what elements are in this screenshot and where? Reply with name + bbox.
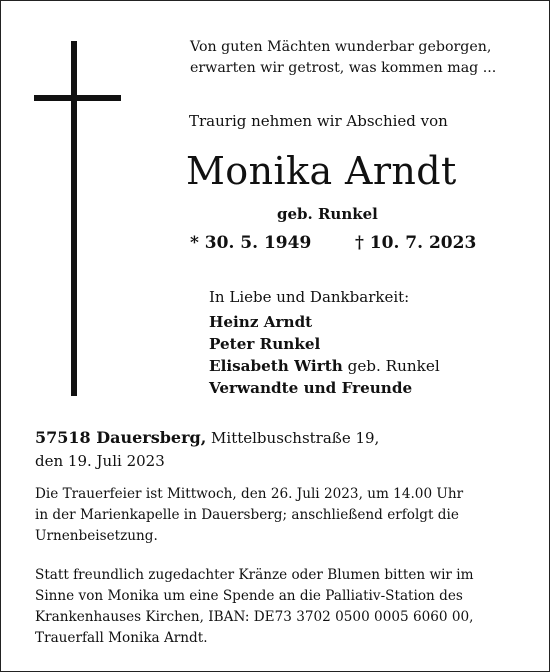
mourner — [209, 377, 440, 399]
funeral-line: in der Marienkapelle in Dauersberg; anschließend erfolgt die — [35, 507, 459, 523]
birth-name: geb. Runkel — [277, 205, 378, 223]
donation-line: Statt freundlich zugedachter Kränze oder Blumen bitten wir im — [35, 567, 474, 583]
quote-line: erwarten wir getrost, was kommen mag ... — [190, 60, 497, 76]
intro-text: Traurig nehmen wir Abschied von — [189, 112, 448, 130]
deceased-name: Monika Arndt — [186, 149, 457, 193]
mourner-name: Elisabeth Wirth — [209, 357, 343, 375]
address-city: 57518 Dauersberg, — [35, 428, 207, 447]
cross-icon-bar — [34, 95, 121, 101]
mourner — [209, 355, 440, 377]
mourner-birth-name: geb. Runkel — [342, 357, 440, 375]
mourner-name: Peter Runkel — [209, 335, 321, 353]
mourner — [209, 311, 440, 333]
mourner-name: Heinz Arndt — [209, 313, 313, 331]
mourner-name: Verwandte und Freunde — [209, 379, 413, 397]
funeral-line: Urnenbeisetzung. — [35, 528, 158, 544]
mourners-list — [209, 311, 440, 399]
funeral-line: Die Trauerfeier ist Mittwoch, den 26. Juli 2023, um 14.00 Uhr — [35, 486, 464, 502]
donation-line: Trauerfall Monika Arndt. — [35, 630, 208, 646]
address-date: den 19. Juli 2023 — [35, 452, 165, 470]
birth-date: * 30. 5. 1949 — [190, 233, 312, 253]
donation-line: Krankenhauses Kirchen, IBAN: DE73 3702 0500 0005 6060 00, — [35, 609, 474, 625]
address-block — [35, 426, 379, 473]
mourners-title: In Liebe und Dankbarkeit: — [209, 288, 410, 306]
address-street: Mittelbuschstraße 19, — [206, 429, 380, 447]
donation-line: Sinne von Monika um eine Spende an die Palliativ-Station des — [35, 588, 463, 604]
death-date: † 10. 7. 2023 — [355, 233, 477, 253]
quote — [190, 37, 496, 79]
mourner — [209, 333, 440, 355]
donation-info — [35, 565, 519, 649]
quote-line: Von guten Mächten wunderbar geborgen, — [190, 39, 492, 55]
funeral-info — [35, 484, 519, 547]
address-line — [35, 426, 379, 450]
